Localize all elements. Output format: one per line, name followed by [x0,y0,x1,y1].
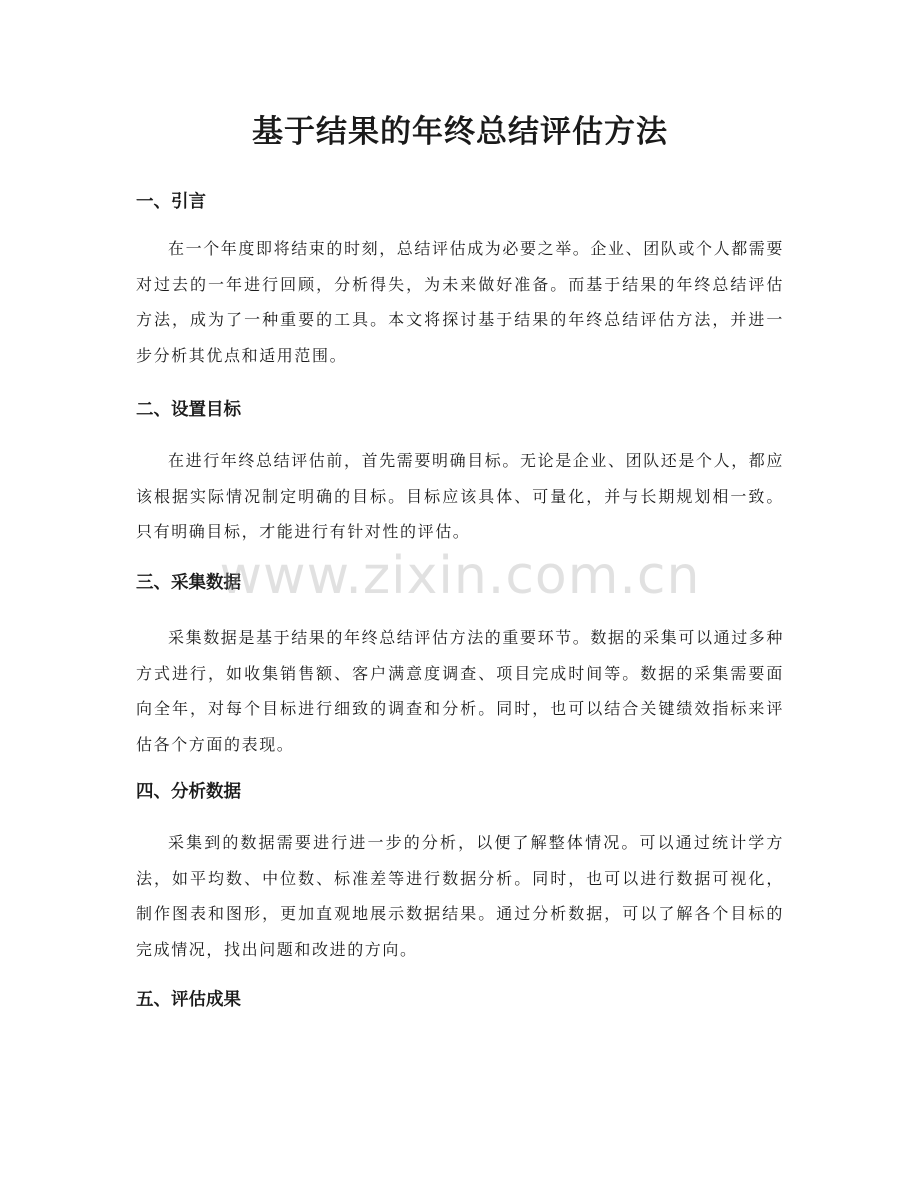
section-heading-introduction: 一、引言 [136,192,206,212]
section-heading-set-goals: 二、设置目标 [136,400,241,420]
section-body-collect-data: 采集数据是基于结果的年终总结评估方法的重要环节。数据的采集可以通过多种方式进行，如收集销售额、客户满意度调查、项目完成时间等。数据的采集需要面向全年，对每个目标进行细致的调查和分析。同时，也可以结合关键绩效指标来评估各个方面的表现。 [136,628,785,754]
watermark: www.zixin.com.cn [219,546,701,606]
document-title: 基于结果的年终总结评估方法 [252,114,668,150]
section-heading-analyze-data: 四、分析数据 [136,782,241,802]
section-body-set-goals: 在进行年终总结评估前，首先需要明确目标。无论是企业、团队还是个人，都应该根据实际情况制定明确的目标。目标应该具体、可量化，并与长期规划相一致。只有明确目标，才能进行有针对性的评估。 [136,451,785,541]
section-heading-collect-data: 三、采集数据 [136,573,241,593]
section-body-analyze-data: 采集到的数据需要进行进一步的分析，以便了解整体情况。可以通过统计学方法，如平均数、中位数、标准差等进行数据分析。同时，也可以进行数据可视化，制作图表和图形，更加直观地展示数据结果。通过分析数据，可以了解各个目标的完成情况，找出问题和改进的方向。 [136,833,784,959]
section-body-introduction: 在一个年度即将结束的时刻，总结评估成为必要之举。企业、团队或个人都需要对过去的一年进行回顾，分析得失，为未来做好准备。而基于结果的年终总结评估方法，成为了一种重要的工具。本文将探讨基于结果的年终总结评估方法，并进一步分析其优点和适用范围。 [136,239,785,365]
section-heading-evaluate-results: 五、评估成果 [136,990,241,1010]
